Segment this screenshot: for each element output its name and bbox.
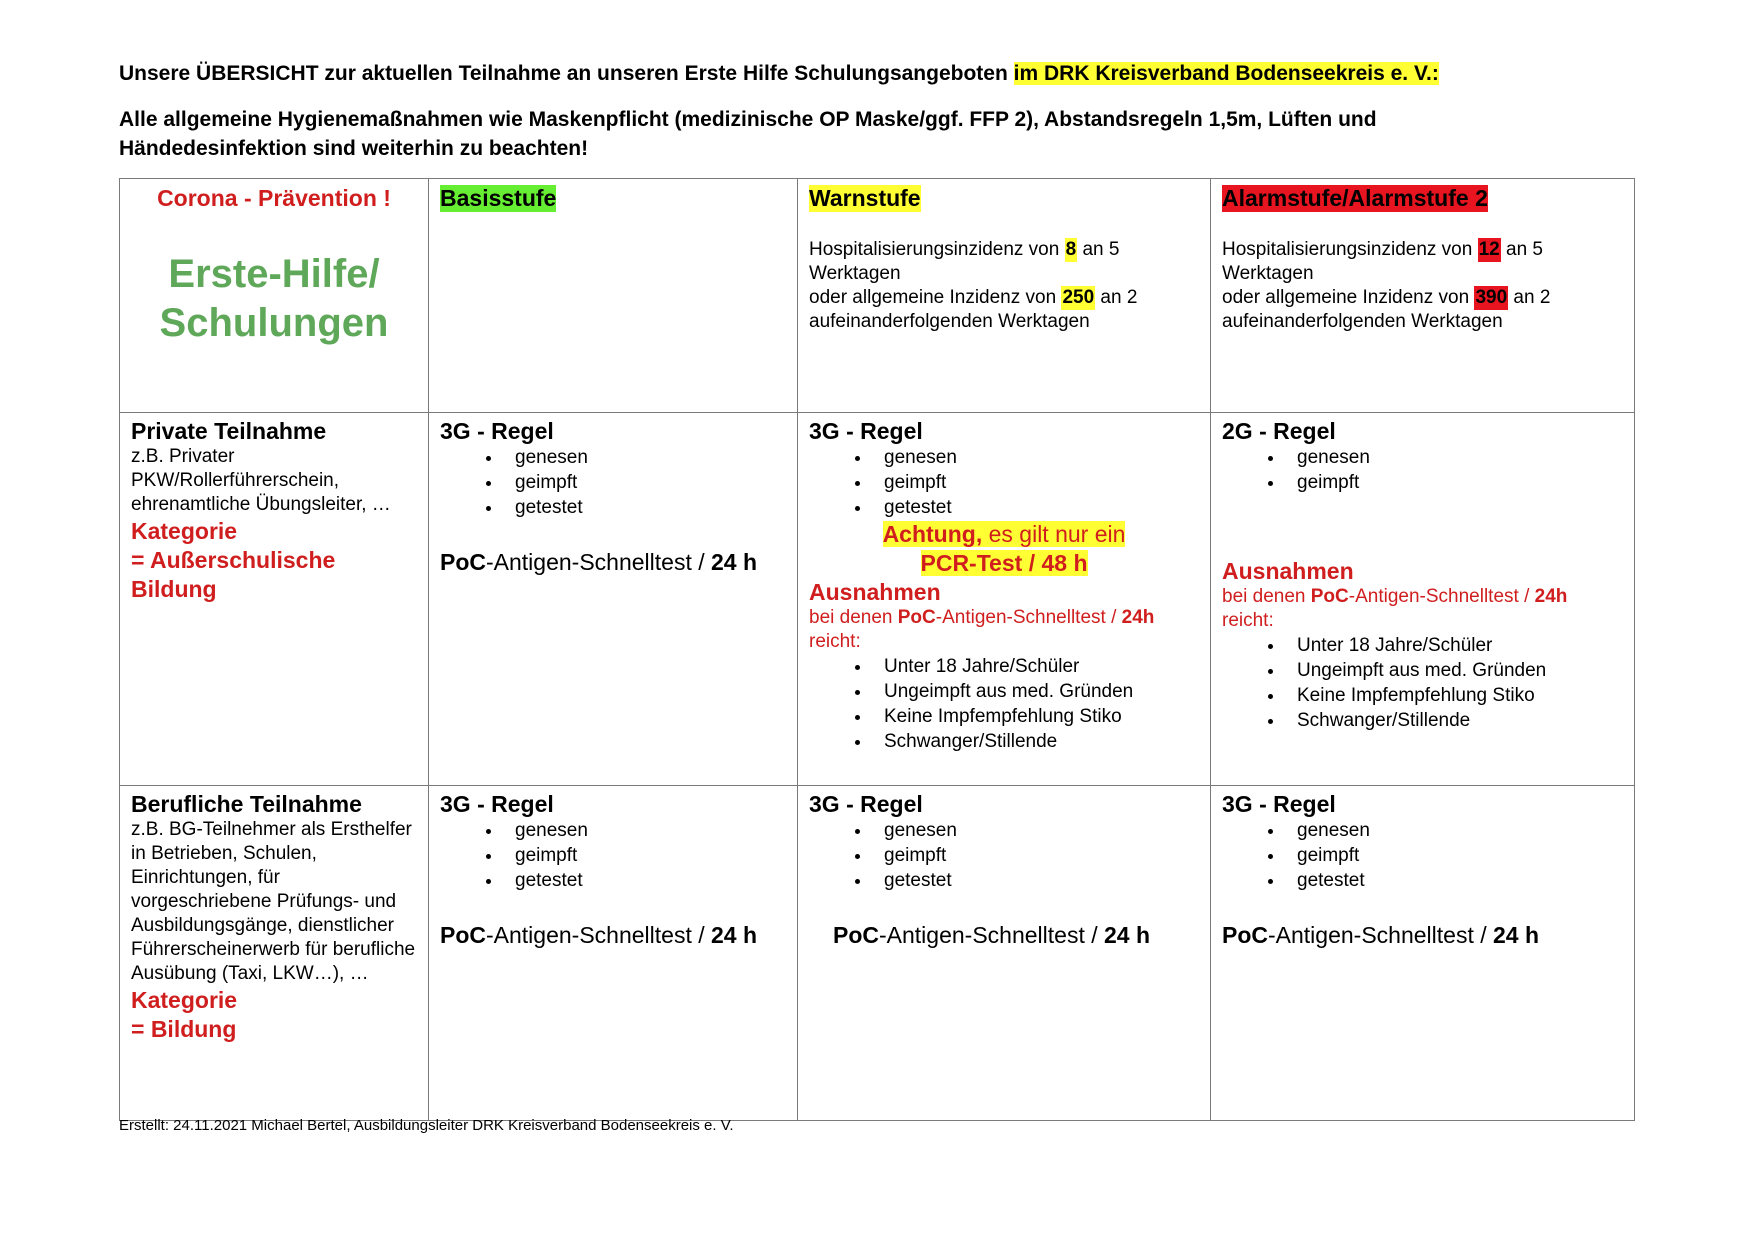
list-item: • genesen (1285, 445, 1623, 470)
basisstufe-label: Basisstufe (440, 185, 557, 211)
alarm-inz-text-c: oder allgemeine Inzidenz von (1222, 287, 1475, 308)
list-item: • getestet (503, 868, 786, 893)
corner-cell (120, 179, 429, 413)
beruf-kategorie-label: Kategorie (131, 987, 238, 1013)
rule-title: 3G - Regel (440, 418, 554, 444)
list-item: • Ungeimpft aus med. Gründen (872, 679, 1199, 704)
warn-inzidenz-value: 250 (1062, 287, 1095, 308)
beruf-alarm-cell (1211, 786, 1635, 1121)
warnstufe-criteria (809, 238, 1199, 334)
private-alarm-cell (1211, 413, 1635, 786)
beruf-row (120, 786, 1635, 1121)
achtung-note (809, 520, 1199, 578)
sub-e: reicht: (1222, 610, 1274, 631)
rule-title: 3G - Regel (809, 418, 923, 444)
exceptions-list (809, 654, 1199, 754)
rule-list (440, 445, 786, 520)
rule-list (809, 818, 1199, 893)
sub-c: -Antigen-Schnelltest / (935, 607, 1122, 628)
poc-text: -Antigen-Schnelltest / (879, 922, 1105, 948)
ausnahmen-title: Ausnahmen (809, 579, 941, 605)
list-item: • Keine Impfempfehlung Stiko (1285, 683, 1623, 708)
list-item: • geimpft (503, 470, 786, 495)
sub-e: reicht: (809, 631, 861, 652)
private-description: z.B. Privater PKW/Rollerführerschein, ehrenamtliche Übungsleiter, … (131, 446, 391, 515)
achtung-text: es gilt nur ein (982, 521, 1126, 547)
private-label-cell (120, 413, 429, 786)
sub-d: 24h (1121, 607, 1155, 628)
list-item: • geimpft (872, 843, 1199, 868)
pcr-test-note: PCR-Test / 48 h (920, 550, 1088, 576)
poc-test-note (440, 921, 786, 949)
alarmstufe-label: Alarmstufe/Alarmstufe 2 (1222, 185, 1488, 211)
poc-hours: 24 h (1104, 922, 1151, 948)
poc-test-note (1222, 921, 1623, 949)
corona-title: Corona - Prävention ! (157, 185, 391, 211)
alarm-inz-text-b: an 5 Werktagen (1222, 239, 1543, 284)
header-line-1 (119, 59, 1439, 88)
list-item: • Unter 18 Jahre/Schüler (872, 654, 1199, 679)
private-kategorie-label: Kategorie (131, 518, 238, 544)
sub-a: bei denen (809, 607, 898, 628)
list-item: • geimpft (1285, 470, 1623, 495)
beruf-description: z.B. BG-Teilnehmer als Ersthelfer in Betrieben, Schulen, Einrichtungen, für vorgeschriebene Prüfungs- und Ausbildungsgänge, dienstlicher Führerscheinerwerb für berufliche Ausübung (Taxi, LKW…), … (131, 819, 416, 984)
rule-list (809, 445, 1199, 520)
poc-text: -Antigen-Schnelltest / (1268, 922, 1494, 948)
warn-inz-text-a: Hospitalisierungsinzidenz von (809, 239, 1065, 260)
poc-bold: PoC (1222, 922, 1268, 948)
basisstufe-header-cell (429, 179, 798, 413)
sub-d: 24h (1534, 586, 1568, 607)
sub-b: PoC (897, 607, 936, 628)
poc-hours: 24 h (711, 922, 758, 948)
list-item: • geimpft (503, 843, 786, 868)
beruf-label-cell (120, 786, 429, 1121)
private-title: Private Teilnahme (131, 418, 327, 444)
private-kategorie-value: = Außerschulische Bildung (131, 547, 336, 602)
list-item: • genesen (503, 445, 786, 470)
footer-created-note: Erstellt: 24.11.2021 Michael Bertel, Ausbildungsleiter DRK Kreisverband Bodenseekreis e. V. (119, 1117, 734, 1134)
exceptions-list (1222, 633, 1623, 733)
list-item: • Schwanger/Stillende (872, 729, 1199, 754)
private-basis-cell (429, 413, 798, 786)
sub-c: -Antigen-Schnelltest / (1348, 586, 1535, 607)
warnstufe-header-cell (798, 179, 1211, 413)
erste-hilfe-title-line2: Schulungen (159, 301, 389, 345)
rule-title: 3G - Regel (440, 791, 554, 817)
warn-inz-text-d: an 2 aufeinanderfolgenden Werktagen (809, 287, 1138, 332)
header-line-1-text: Unsere ÜBERSICHT zur aktuellen Teilnahme an unseren Erste Hilfe Schulungsangeboten (119, 62, 1014, 85)
list-item: • genesen (503, 818, 786, 843)
table-header-row (120, 179, 1635, 413)
ausnahmen-subtitle (1222, 585, 1623, 633)
poc-text: -Antigen-Schnelltest / (486, 922, 712, 948)
poc-test-note (809, 921, 1199, 949)
beruf-kategorie (131, 986, 417, 1044)
warnstufe-label: Warnstufe (809, 185, 921, 211)
beruf-warn-cell (798, 786, 1211, 1121)
erste-hilfe-title-line1: Erste-Hilfe/ (168, 252, 380, 296)
warn-inz-text-c: oder allgemeine Inzidenz von (809, 287, 1062, 308)
warn-hosp-value: 8 (1065, 239, 1077, 260)
private-row (120, 413, 1635, 786)
header-line-2: Alle allgemeine Hygienemaßnahmen wie Maskenpflicht (medizinische OP Maske/ggf. FFP 2), Abstandsregeln 1,5m, Lüften und Händedesinfektion sind weiterhin zu beachten! (119, 108, 1377, 160)
beruf-basis-cell (429, 786, 798, 1121)
sub-a: bei denen (1222, 586, 1311, 607)
list-item: • Ungeimpft aus med. Gründen (1285, 658, 1623, 683)
poc-bold: PoC (440, 922, 486, 948)
list-item: • getestet (503, 495, 786, 520)
poc-text: -Antigen-Schnelltest / (486, 549, 712, 575)
sub-b: PoC (1310, 586, 1349, 607)
poc-bold: PoC (833, 922, 879, 948)
achtung-bold: Achtung, (882, 521, 983, 547)
rule-title: 3G - Regel (1222, 791, 1336, 817)
rule-title: 3G - Regel (809, 791, 923, 817)
list-item: • Unter 18 Jahre/Schüler (1285, 633, 1623, 658)
ausnahmen-title: Ausnahmen (1222, 558, 1354, 584)
rule-list (1222, 445, 1623, 495)
poc-bold: PoC (440, 549, 486, 575)
alarmstufe-criteria (1222, 238, 1623, 334)
rule-list (1222, 818, 1623, 893)
rule-title: 2G - Regel (1222, 418, 1336, 444)
header-org-highlight: im DRK Kreisverband Bodenseekreis e. V.: (1013, 62, 1439, 85)
list-item: • getestet (1285, 868, 1623, 893)
rule-list (440, 818, 786, 893)
list-item: • Schwanger/Stillende (1285, 708, 1623, 733)
list-item: • geimpft (1285, 843, 1623, 868)
list-item: • getestet (872, 495, 1199, 520)
alarm-hosp-value: 12 (1478, 239, 1500, 260)
private-kategorie (131, 517, 417, 604)
alarm-inz-text-d: an 2 aufeinanderfolgenden Werktagen (1222, 287, 1551, 332)
list-item: • getestet (872, 868, 1199, 893)
erste-hilfe-title (131, 250, 417, 348)
list-item: • Keine Impfempfehlung Stiko (872, 704, 1199, 729)
list-item: • genesen (872, 818, 1199, 843)
poc-test-note (440, 548, 786, 576)
beruf-title: Berufliche Teilnahme (131, 791, 362, 817)
poc-hours: 24 h (711, 549, 758, 575)
beruf-kategorie-value: = Bildung (131, 1016, 237, 1042)
rules-table (119, 178, 1635, 1121)
alarm-inz-text-a: Hospitalisierungsinzidenz von (1222, 239, 1478, 260)
list-item: • genesen (1285, 818, 1623, 843)
poc-hours: 24 h (1493, 922, 1540, 948)
ausnahmen-subtitle (809, 606, 1199, 654)
list-item: • genesen (872, 445, 1199, 470)
list-item: • geimpft (872, 470, 1199, 495)
alarm-inzidenz-value: 390 (1475, 287, 1508, 308)
private-warn-cell (798, 413, 1211, 786)
warn-inz-text-b: an 5 Werktagen (809, 239, 1120, 284)
alarmstufe-header-cell (1211, 179, 1635, 413)
